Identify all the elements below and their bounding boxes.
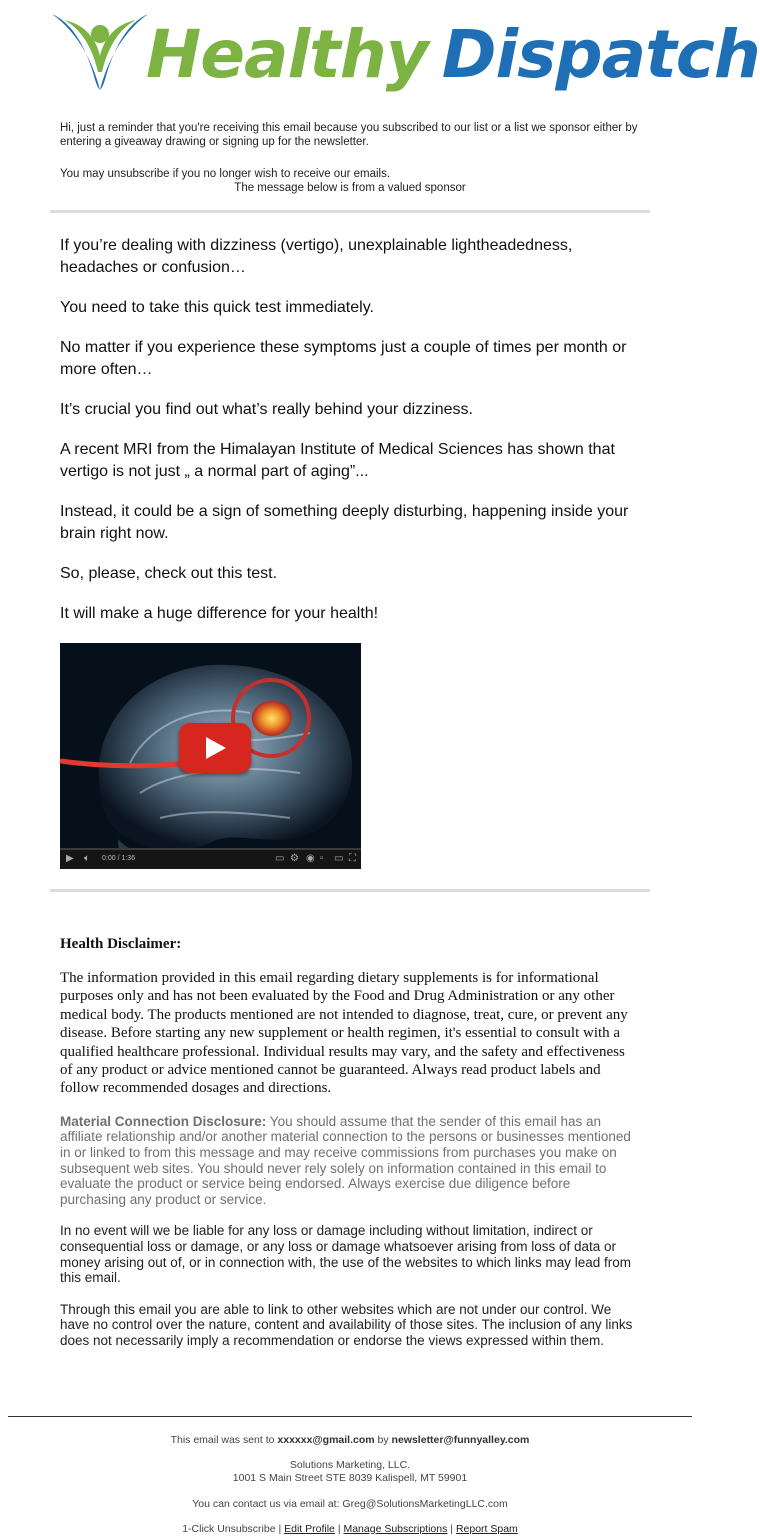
report-spam-link[interactable]: Report Spam — [455, 1523, 518, 1535]
edit-profile-link[interactable]: Edit Profile — [284, 1523, 335, 1535]
recipient-email: xxxxxx@gmail.com — [277, 1434, 375, 1446]
video-thumbnail[interactable] — [60, 643, 361, 869]
message-paragraph: It’s crucial you find out what’s really behind your dizziness. — [60, 401, 473, 418]
logo-icon — [50, 12, 150, 92]
video-time: 0:00 / 1:36 — [102, 855, 136, 862]
divider — [50, 889, 650, 892]
captions-icon[interactable]: ▭ — [275, 853, 285, 864]
brand-logo-text — [146, 0, 760, 110]
legal-section — [50, 1114, 650, 1349]
contact-line: You can contact us via email at: Greg@SolutionsMarketingLLC.com — [192, 1498, 508, 1510]
brand-word-healthy: Healthy — [146, 16, 428, 93]
company-name: Solutions Marketing, LLC. — [289, 1459, 411, 1471]
footer-links — [0, 1523, 700, 1536]
footer-divider — [8, 1416, 692, 1417]
message-paragraph: You need to take this quick test immediately. — [60, 299, 374, 316]
settings-icon[interactable]: ⚙ — [290, 853, 299, 864]
sponsor-line: The message below is from a valued sponsor — [234, 182, 466, 194]
header — [50, 0, 760, 115]
disclaimer-title: Health Disclaimer: — [60, 936, 182, 952]
separator: | — [334, 1523, 344, 1535]
separator: | — [447, 1523, 456, 1535]
disclaimer-text: The information provided in this email regarding dietary supplements is for informational purposes only and has not been evaluated by the Food and Drug Administration or any other medical body. The products mentioned are not intended to diagnose, treat, cure, or prevent any disease. Before starting any new supplement or health regimen, it's essential to consult with a qualified healthcare professional. Individual results may vary, and the safety and effectiveness of any product or advice mentioned cannot be guaranteed. Always read product labels and follow recommended dosages and directions. — [60, 970, 628, 1097]
material-connection-disclosure — [60, 1114, 640, 1208]
health-disclaimer — [50, 936, 650, 1098]
message-paragraph: So, please, check out this test. — [60, 565, 278, 582]
footer — [0, 1434, 700, 1536]
message-paragraph: If you’re dealing with dizziness (vertigo), unexplainable lightheadedness, headaches or confusion… — [60, 237, 573, 276]
video-controls — [60, 848, 361, 869]
message-paragraph: A recent MRI from the Himalayan Institute of Medical Sciences has shown that vertigo is not just „ a normal part of aging”... — [60, 441, 615, 480]
sent-prefix: This email was sent to — [170, 1434, 278, 1446]
sent-by: by — [374, 1434, 392, 1446]
miniplayer-icon[interactable]: ▫ — [320, 853, 324, 864]
mcd-text: You should assume that the sender of this email has an affiliate relationship and/or another material connection to the persons or businesses mentioned in or linked to from this message and may receive commissions from purchases you make on subsequent web sites. You should never rely solely on information contained in this email to evaluate the product or service being endorsed. Always exercise due diligence before purchasing any product or service. — [60, 1113, 631, 1207]
subscription-reminder: Hi, just a reminder that you're receiving this email because you subscribed to our list or a list we sponsor either by entering a giveaway drawing or signing up for the newsletter. — [60, 122, 638, 148]
brand-word-dispatch: Dispatch — [441, 16, 760, 93]
fullscreen-icon[interactable]: ⛶ — [349, 853, 356, 864]
sender-email: newsletter@funnyalley.com — [391, 1434, 530, 1446]
play-icon[interactable]: ▶ — [66, 853, 74, 864]
sponsor-message — [50, 235, 650, 625]
email-container — [50, 0, 760, 1349]
unsubscribe-note: You may unsubscribe if you no longer wish to receive our emails. — [60, 168, 391, 180]
mcd-label: Material Connection Disclosure: — [60, 1113, 267, 1129]
manage-subscriptions-link[interactable]: Manage Subscriptions — [343, 1523, 448, 1535]
one-click-unsubscribe[interactable]: 1-Click Unsubscribe | — [182, 1523, 285, 1535]
divider — [50, 210, 650, 213]
message-paragraph: No matter if you experience these symptoms just a couple of times per month or more often… — [60, 339, 627, 378]
sent-to-line — [0, 1434, 700, 1447]
external-links-text: Through this email you are able to link to other websites which are not under our control. We have no control over the nature, content and availability of those sites. The inclusion of any links does not necessarily imply a recommendation or endorse the views expressed within them. — [60, 1301, 633, 1348]
message-paragraph: It will make a huge difference for your health! — [60, 605, 379, 622]
play-icon — [206, 737, 226, 759]
company-address: 1001 S Main Street STE 8039 Kalispell, MT 59901 — [232, 1472, 468, 1484]
liability-text: In no event will we be liable for any loss or damage including without limitation, indirect or consequential loss or damage, or any loss or damage whatsoever arising from loss of data or money arising out of, or in connection with, the use of the websites to which links may lead from this email. — [60, 1223, 632, 1286]
youtube-icon[interactable]: ◉ — [306, 853, 315, 864]
message-paragraph: Instead, it could be a sign of something deeply disturbing, happening inside your brain right now. — [60, 503, 629, 542]
subscription-notice — [50, 121, 650, 195]
volume-icon[interactable]: 🔈︎ — [84, 853, 90, 864]
theater-icon[interactable]: ▭ — [334, 853, 344, 864]
play-button[interactable] — [179, 723, 251, 773]
